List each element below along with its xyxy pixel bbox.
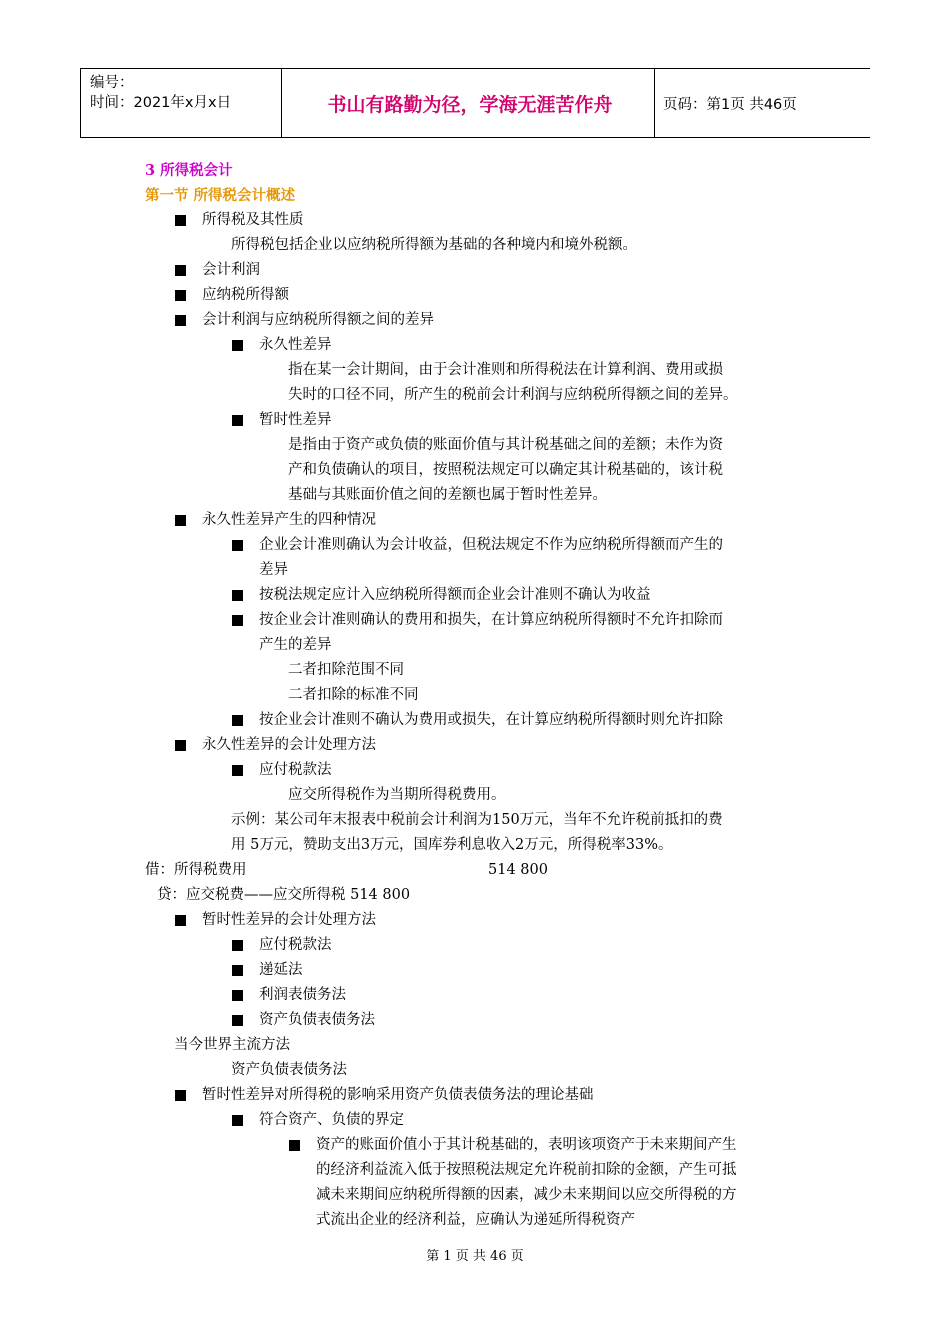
header-page-info: 页码：第1页 共46页 [663,97,797,113]
example-line: 用 5万元，赞助支出3万元，国库券利息收入2万元，所得税率33%。 [231,837,673,853]
paragraph-line: 资产负债表债务法 [231,1062,347,1078]
paragraph-line: 产生的差异 [259,637,332,653]
bullet-square-icon [232,590,243,601]
bullet-square-icon [175,265,186,276]
bullet-square-icon [175,740,186,751]
sub-bullet-item: 按税法规定应计入应纳税所得额而企业会计准则不确认为收益 [259,587,651,603]
page-header [80,68,870,138]
header-divider [80,69,81,137]
chapter-title: 3 所得税会计 [145,162,233,179]
section-title: 第一节 所得税会计概述 [145,187,296,204]
header-divider [281,69,282,137]
bullet-square-icon [175,915,186,926]
paragraph-line: 的经济利益流入低于按照税法规定允许税前扣除的金额，产生可抵 [316,1162,737,1178]
bullet-square-icon [232,415,243,426]
sub-bullet-item: 应付税款法 [259,937,332,953]
bullet-item: 永久性差异的会计处理方法 [202,737,376,753]
journal-debit-amount: 514 800 [488,862,548,878]
bullet-square-icon [232,765,243,776]
sub-bullet-item: 按企业会计准则不确认为费用或损失，在计算应纳税所得额时则允许扣除 [259,712,723,728]
paragraph-line: 差异 [259,562,288,578]
paragraph-line: 指在某一会计期间，由于会计准则和所得税法在计算利润、费用或损 [288,362,723,378]
bullet-item: 会计利润与应纳税所得额之间的差异 [202,312,434,328]
paragraph-line: 式流出企业的经济利益，应确认为递延所得税资产 [316,1212,635,1228]
bullet-square-icon [175,315,186,326]
sub-bullet-item: 暂时性差异 [259,412,332,428]
sub-bullet-item: 符合资产、负债的界定 [259,1112,404,1128]
sub-bullet-item: 递延法 [259,962,303,978]
bullet-square-icon [232,540,243,551]
bullet-item: 应纳税所得额 [202,287,289,303]
paragraph-line: 产和负债确认的项目，按照税法规定可以确定其计税基础的，该计税 [288,462,723,478]
bullet-square-icon [232,340,243,351]
bullet-square-icon [175,215,186,226]
paragraph-line: 基础与其账面价值之间的差额也属于暂时性差异。 [288,487,607,503]
bullet-item: 暂时性差异对所得税的影响采用资产负债表债务法的理论基础 [202,1087,594,1103]
paragraph-line: 所得税包括企业以应纳税所得额为基础的各种境内和境外税额。 [231,237,637,253]
paragraph-line: 减未来期间应纳税所得额的因素，减少未来期间以应交所得税的方 [316,1187,737,1203]
sub-bullet-item: 资产负债表债务法 [259,1012,375,1028]
sub-bullet-item: 应付税款法 [259,762,332,778]
sub-bullet-item: 按企业会计准则确认的费用和损失，在计算应纳税所得额时不允许扣除而 [259,612,723,628]
journal-credit: 贷：应交税费——应交所得税 514 800 [157,887,411,903]
paragraph-line: 当今世界主流方法 [174,1037,290,1053]
sub-bullet-item: 利润表债务法 [259,987,346,1003]
example-line: 示例：某公司年末报表中税前会计利润为150万元，当年不允许税前抵扣的费 [231,812,723,828]
journal-debit: 借：所得税费用 [145,862,247,878]
paragraph-line: 是指由于资产或负债的账面价值与其计税基础之间的差额；未作为资 [288,437,723,453]
header-motto: 书山有路勤为径，学海无涯苦作舟 [327,94,613,116]
document-date: 时间：2021年x月x日 [90,95,232,111]
bullet-square-icon [175,290,186,301]
bullet-square-icon [232,940,243,951]
bullet-square-icon [289,1140,300,1151]
bullet-item: 永久性差异产生的四种情况 [202,512,376,528]
bullet-square-icon [232,990,243,1001]
sub-sub-bullet-item: 资产的账面价值小于其计税基础的，表明该项资产于未来期间产生 [316,1137,737,1153]
bullet-square-icon [232,965,243,976]
bullet-item: 会计利润 [202,262,260,278]
bullet-square-icon [232,615,243,626]
bullet-square-icon [232,1015,243,1026]
bullet-square-icon [232,715,243,726]
bullet-square-icon [175,1090,186,1101]
paragraph-line: 二者扣除的标准不同 [288,687,419,703]
bullet-square-icon [175,515,186,526]
bullet-square-icon [232,1115,243,1126]
paragraph-line: 失时的口径不同，所产生的税前会计利润与应纳税所得额之间的差异。 [288,387,738,403]
sub-bullet-item: 永久性差异 [259,337,332,353]
bullet-item: 所得税及其性质 [202,212,304,228]
sub-bullet-item: 企业会计准则确认为会计收益，但税法规定不作为应纳税所得额而产生的 [259,537,723,553]
bullet-item: 暂时性差异的会计处理方法 [202,912,376,928]
page-footer: 第 1 页 共 46 页 [426,1249,524,1264]
header-meta [90,73,280,113]
paragraph-line: 应交所得税作为当期所得税费用。 [288,787,506,803]
document-number: 编号： [90,75,134,91]
paragraph-line: 二者扣除范围不同 [288,662,404,678]
